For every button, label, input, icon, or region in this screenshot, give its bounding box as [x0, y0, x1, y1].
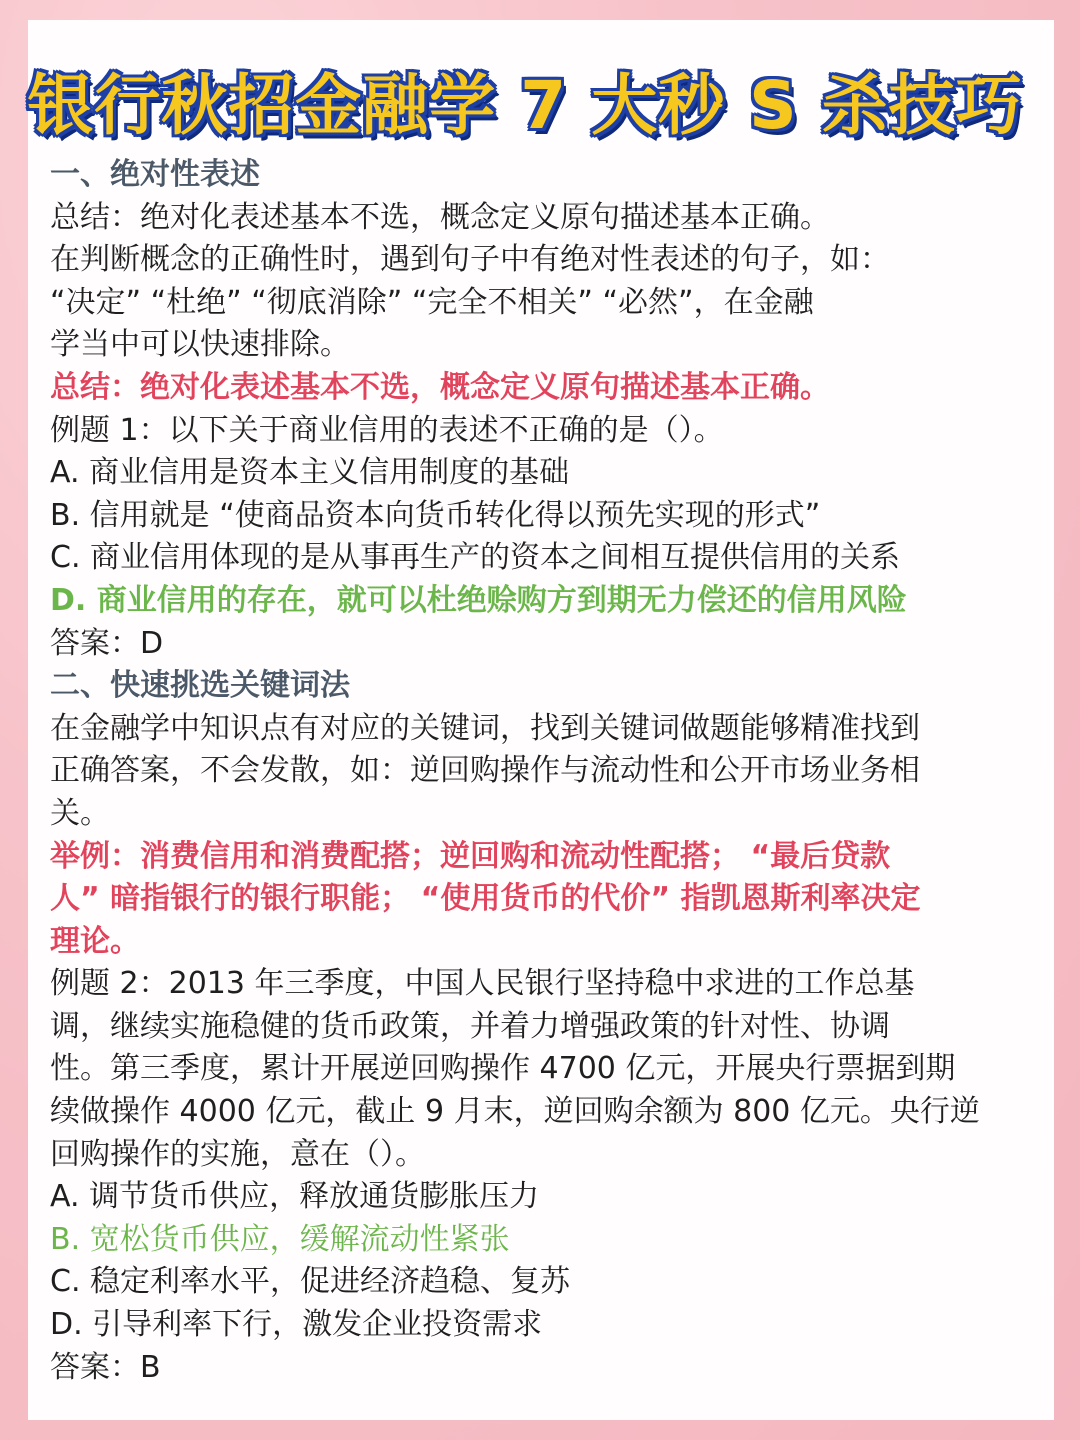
example-2-option-c: C. 稳定利率水平，促进经济趋稳、复苏	[50, 1264, 571, 1300]
example-2-question-line: 回购操作的实施，意在（）。	[50, 1136, 425, 1172]
section-2-body-line: 关。	[50, 795, 110, 831]
example-2-option-d: D. 引导利率下行，激发企业投资需求	[50, 1307, 543, 1343]
example-2-answer: 答案：B	[50, 1349, 161, 1385]
page-title: 银行秋招金融学 7 大秒 S 杀技巧	[27, 67, 1023, 144]
example-2-question-line: 例题 2：2013 年三季度，中国人民银行坚持稳中求进的工作总基	[50, 966, 915, 1002]
example-1-question: 例题 1：以下关于商业信用的表述不正确的是（）。	[50, 412, 724, 448]
example-1-option-c: C. 商业信用体现的是从事再生产的资本之间相互提供信用的关系	[50, 540, 901, 576]
section-1-highlight: 总结：绝对化表述基本不选，概念定义原句描述基本正确。	[50, 369, 830, 405]
example-2-question-line: 性。第三季度，累计开展逆回购操作 4700 亿元，开展央行票据到期	[50, 1051, 956, 1087]
section-2-highlight-line: 理论。	[50, 923, 140, 959]
example-1-option-d-correct: D. 商业信用的存在，就可以杜绝赊购方到期无力偿还的信用风险	[50, 582, 907, 618]
article-body	[50, 154, 1040, 1389]
section-2-heading: 二、快速挑选关键词法	[50, 668, 350, 704]
example-1-answer: 答案：D	[50, 625, 164, 661]
section-2-highlight-line: 举例：消费信用和消费配搭；逆回购和流动性配搭； “最后贷款	[50, 838, 891, 874]
example-2-option-b-correct: B. 宽松货币供应，缓解流动性紧张	[50, 1221, 510, 1257]
example-2-question-line: 调，继续实施稳健的货币政策，并着力增强政策的针对性、协调	[50, 1008, 890, 1044]
example-1-option-b: B. 信用就是 “使商品资本向货币转化得以预先实现的形式”	[50, 497, 821, 533]
example-1-option-a: A. 商业信用是资本主义信用制度的基础	[50, 455, 570, 491]
section-1-body-line: 学当中可以快速排除。	[50, 327, 350, 363]
example-2-question-line: 续做操作 4000 亿元，截止 9 月末，逆回购余额为 800 亿元。央行逆	[50, 1094, 980, 1130]
section-1-summary: 总结：绝对化表述基本不选，概念定义原句描述基本正确。	[50, 199, 830, 235]
section-2-body-line: 正确答案，不会发散，如：逆回购操作与流动性和公开市场业务相	[50, 753, 920, 789]
section-1-body-line: 在判断概念的正确性时，遇到句子中有绝对性表述的句子，如：	[50, 242, 890, 278]
section-2-highlight-line: 人” 暗指银行的银行职能； “使用货币的代价” 指凯恩斯利率决定	[50, 881, 921, 917]
section-2-body-line: 在金融学中知识点有对应的关键词，找到关键词做题能够精准找到	[50, 710, 920, 746]
section-1-body-line: “决定” “杜绝” “彻底消除” “完全不相关” “必然”，在金融	[50, 284, 814, 320]
section-1-heading: 一、绝对性表述	[50, 157, 260, 192]
example-2-option-a: A. 调节货币供应，释放通货膨胀压力	[50, 1179, 540, 1215]
